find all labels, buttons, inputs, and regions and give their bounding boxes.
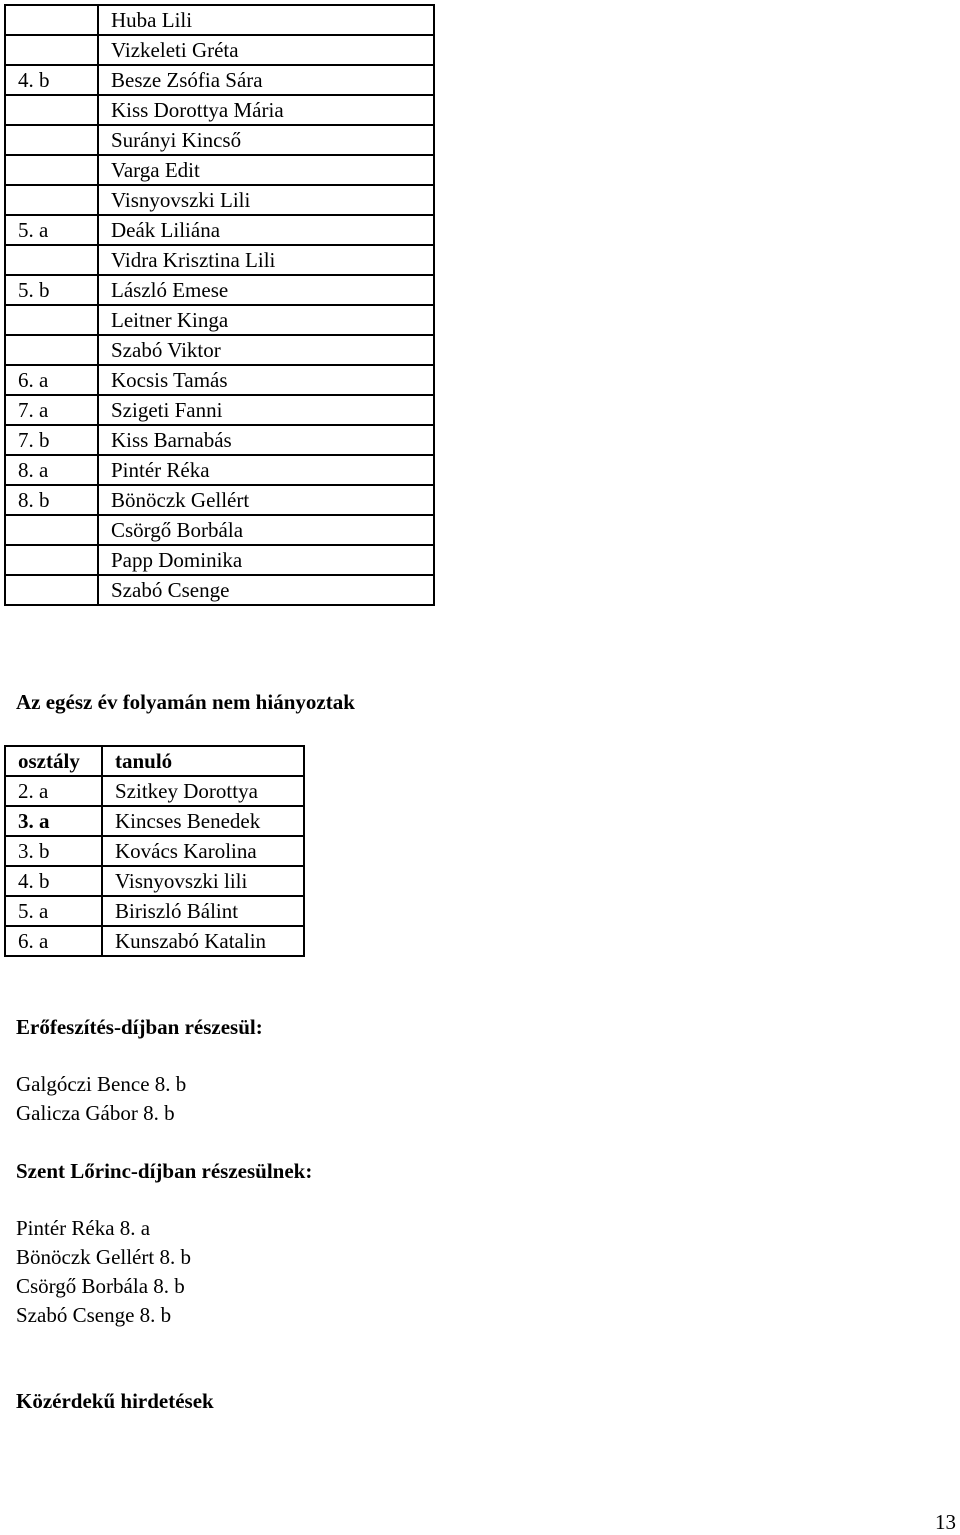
student-name-cell: Kiss Dorottya Mária: [98, 95, 434, 125]
column-header-student: tanuló: [102, 746, 304, 776]
table-row: [5, 185, 434, 215]
student-name-cell: Kiss Barnabás: [98, 425, 434, 455]
table-row: [5, 806, 304, 836]
table-row: [5, 125, 434, 155]
table-row: [5, 35, 434, 65]
student-name-cell: Vidra Krisztina Lili: [98, 245, 434, 275]
class-cell: 6. a: [5, 926, 102, 956]
list-item: Szabó Csenge 8. b: [16, 1303, 172, 1327]
student-name-cell: Varga Edit: [98, 155, 434, 185]
class-cell: 3. b: [5, 836, 102, 866]
table-row: [5, 65, 434, 95]
student-name-cell: Kovács Karolina: [102, 836, 304, 866]
student-name-cell: Surányi Kincső: [98, 125, 434, 155]
class-cell: 4. b: [5, 866, 102, 896]
class-cell: [5, 515, 98, 545]
table-row: [5, 575, 434, 605]
class-cell: 8. b: [5, 485, 98, 515]
table-row: [5, 485, 434, 515]
class-cell: [5, 545, 98, 575]
absence-table: [4, 745, 305, 957]
table-row: [5, 545, 434, 575]
table-row: [5, 425, 434, 455]
student-name-cell: Visnyovszki Lili: [98, 185, 434, 215]
page-number: 13: [935, 1510, 956, 1534]
table-row: [5, 455, 434, 485]
lorinc-award-heading: Szent Lőrinc-díjban részesülnek:: [16, 1159, 313, 1183]
student-name-cell: László Emese: [98, 275, 434, 305]
table-row: [5, 896, 304, 926]
student-name-cell: Leitner Kinga: [98, 305, 434, 335]
public-announcements-heading: Közérdekű hirdetések: [16, 1389, 214, 1413]
class-cell: 6. a: [5, 365, 98, 395]
student-name-cell: Szabó Viktor: [98, 335, 434, 365]
student-name-cell: Deák Liliána: [98, 215, 434, 245]
class-cell: [5, 35, 98, 65]
student-list-table: [4, 4, 435, 606]
class-cell: [5, 95, 98, 125]
student-name-cell: Besze Zsófia Sára: [98, 65, 434, 95]
class-cell: 7. a: [5, 395, 98, 425]
student-name-cell: Szabó Csenge: [98, 575, 434, 605]
table-row: [5, 215, 434, 245]
class-cell: 3. a: [5, 806, 102, 836]
class-cell: 5. a: [5, 896, 102, 926]
table-row: [5, 866, 304, 896]
table-row: [5, 836, 304, 866]
table-row: [5, 335, 434, 365]
table-row: [5, 305, 434, 335]
table-row: [5, 395, 434, 425]
list-item: Pintér Réka 8. a: [16, 1216, 151, 1240]
student-name-cell: Biriszló Bálint: [102, 896, 304, 926]
table-row: [5, 275, 434, 305]
absence-heading: Az egész év folyamán nem hiányoztak: [16, 690, 355, 714]
table-header-row: [5, 746, 304, 776]
table-row: [5, 365, 434, 395]
effort-award-heading: Erőfeszítés-díjban részesül:: [16, 1015, 263, 1039]
list-item: Bönöczk Gellért 8. b: [16, 1245, 191, 1269]
student-name-cell: Kunszabó Katalin: [102, 926, 304, 956]
class-cell: [5, 305, 98, 335]
student-name-cell: Szigeti Fanni: [98, 395, 434, 425]
class-cell: [5, 185, 98, 215]
class-cell: [5, 5, 98, 35]
student-name-cell: Szitkey Dorottya: [102, 776, 304, 806]
class-cell: [5, 245, 98, 275]
student-name-cell: Kocsis Tamás: [98, 365, 434, 395]
class-cell: [5, 125, 98, 155]
table-row: [5, 776, 304, 806]
class-cell: 8. a: [5, 455, 98, 485]
student-name-cell: Huba Lili: [98, 5, 434, 35]
class-cell: 2. a: [5, 776, 102, 806]
table-row: [5, 5, 434, 35]
column-header-class: osztály: [5, 746, 102, 776]
student-name-cell: Vizkeleti Gréta: [98, 35, 434, 65]
table-row: [5, 515, 434, 545]
student-name-cell: Kincses Benedek: [102, 806, 304, 836]
list-item: Csörgő Borbála 8. b: [16, 1274, 185, 1298]
student-name-cell: Papp Dominika: [98, 545, 434, 575]
student-name-cell: Visnyovszki lili: [102, 866, 304, 896]
list-item: Galicza Gábor 8. b: [16, 1101, 175, 1125]
table-row: [5, 245, 434, 275]
class-cell: [5, 155, 98, 185]
table-row: [5, 926, 304, 956]
class-cell: 5. b: [5, 275, 98, 305]
table-row: [5, 95, 434, 125]
class-cell: [5, 335, 98, 365]
student-name-cell: Csörgő Borbála: [98, 515, 434, 545]
table-row: [5, 155, 434, 185]
class-cell: 4. b: [5, 65, 98, 95]
class-cell: 5. a: [5, 215, 98, 245]
student-name-cell: Bönöczk Gellért: [98, 485, 434, 515]
student-name-cell: Pintér Réka: [98, 455, 434, 485]
list-item: Galgóczi Bence 8. b: [16, 1072, 187, 1096]
class-cell: 7. b: [5, 425, 98, 455]
class-cell: [5, 575, 98, 605]
